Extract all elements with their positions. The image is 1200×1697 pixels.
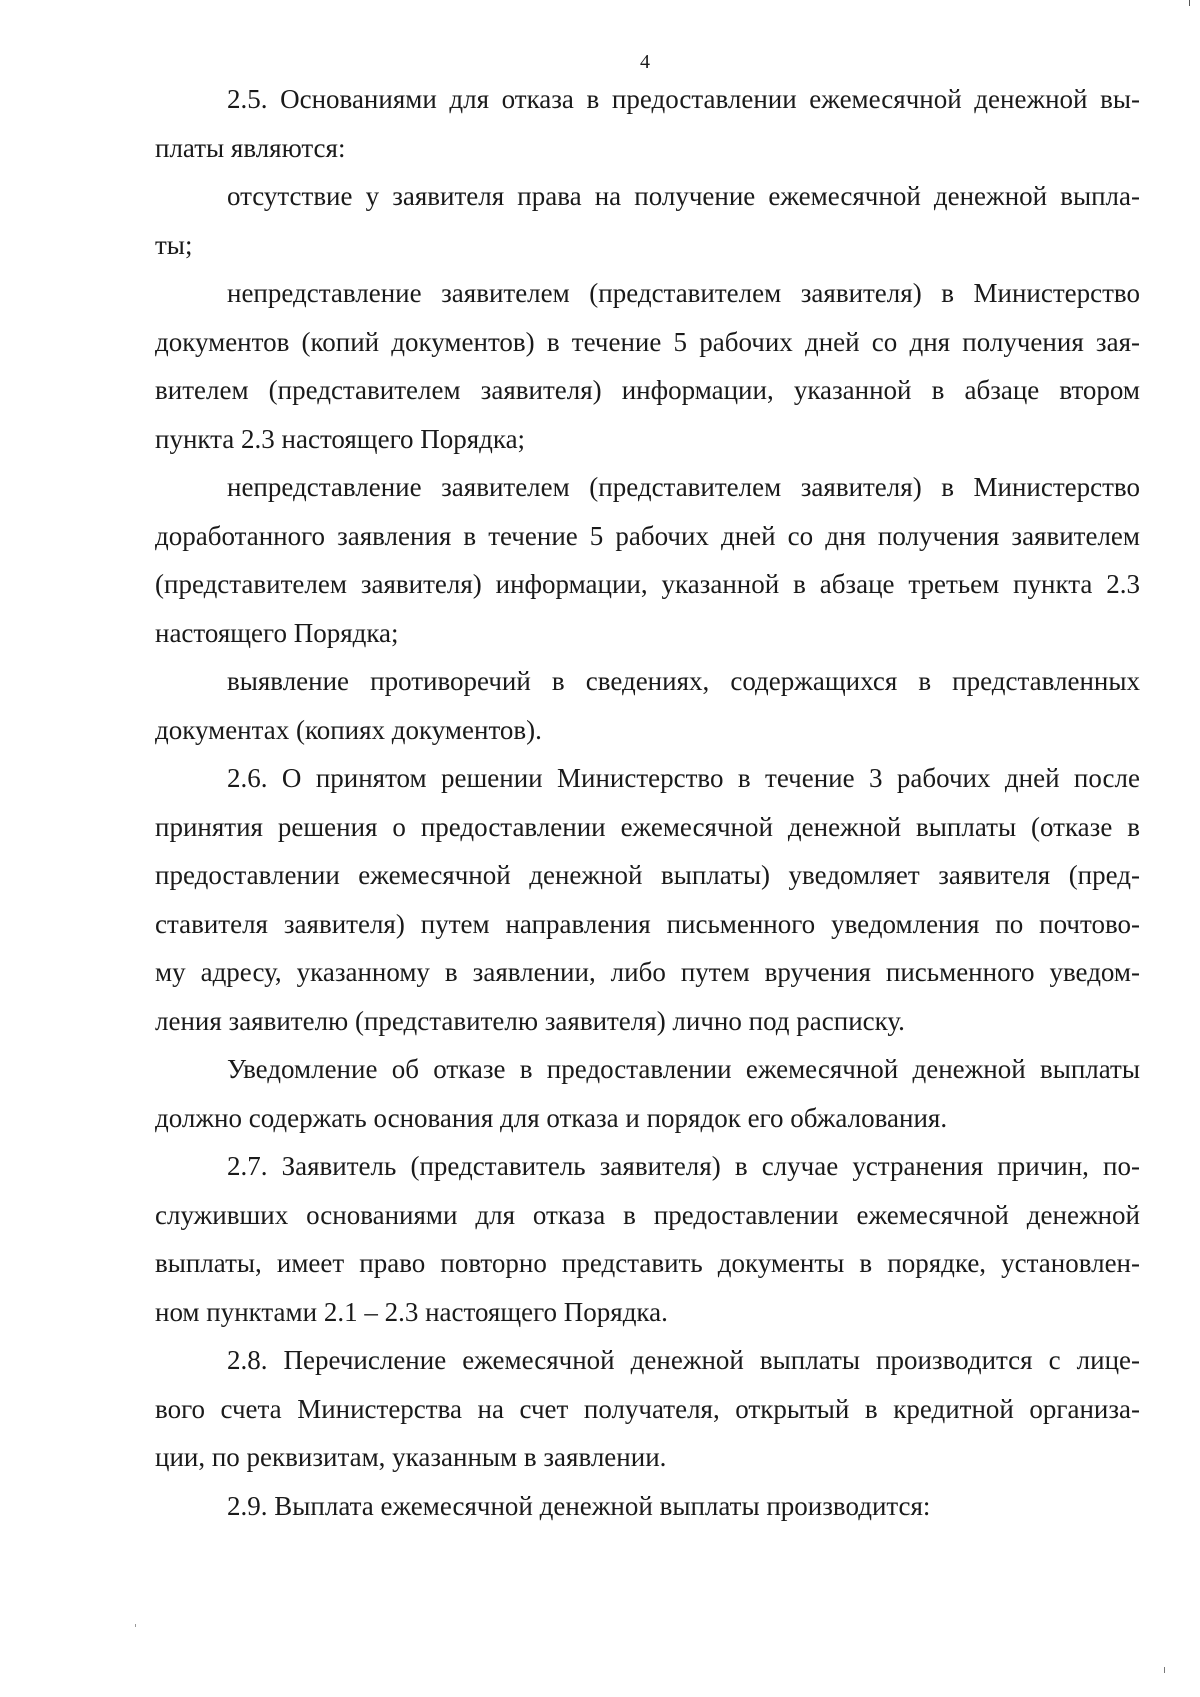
paragraph	[155, 269, 1140, 463]
text-line: документов (копий документов) в течение 5 рабочих дней со дня получения зая-	[155, 326, 1140, 357]
paragraph	[155, 172, 1140, 269]
paragraph	[155, 1482, 1140, 1531]
text-line: служивших основаниями для отказа в предоставлении ежемесячной денежной	[155, 1199, 1140, 1230]
text-line: непредставление заявителем (представителем заявителя) в Министерство	[227, 278, 1140, 308]
paragraph	[155, 1045, 1140, 1142]
text-line: принятия решения о предоставлении ежемесячной денежной выплаты (отказе в	[155, 811, 1140, 842]
text-line: ции, по реквизитам, указанным в заявлении.	[155, 1442, 667, 1472]
text-line: 2.7. Заявитель (представитель заявителя) в случае устранения причин, по-	[227, 1151, 1140, 1181]
paragraph	[155, 75, 1140, 172]
text-line: предоставлении ежемесячной денежной выплаты) уведомляет заявителя (пред-	[155, 860, 1140, 890]
text-line: настоящего Порядка;	[155, 617, 399, 648]
text-line: выплаты, имеет право повторно представить документы в порядке, установлен-	[155, 1248, 1140, 1278]
text-line: му адресу, указанному в заявлении, либо путем вручения письменного уведом-	[155, 957, 1140, 987]
text-line: платы являются:	[155, 132, 346, 163]
paragraph	[155, 1142, 1140, 1336]
scan-edge-mark	[1189, 0, 1190, 6]
text-line: вого счета Министерства на счет получателя, открытый в кредитной организа-	[155, 1393, 1140, 1424]
text-line: ты;	[155, 229, 193, 260]
scan-edge-mark-bottom	[1164, 1667, 1165, 1673]
text-line: выявление противоречий в сведениях, содержащихся в представленных	[227, 666, 1140, 696]
text-line: Уведомление об отказе в предоставлении ежемесячной денежной выплаты	[227, 1054, 1140, 1084]
text-line: пункта 2.3 настоящего Порядка;	[155, 423, 526, 454]
paragraph	[155, 657, 1140, 754]
paragraph	[155, 754, 1140, 1045]
text-line: ставителя заявителя) путем направления письменного уведомления по почтово-	[155, 908, 1140, 939]
page-number: 4	[640, 51, 650, 73]
paragraph	[155, 1336, 1140, 1482]
text-line: (представителем заявителя) информации, указанной в абзаце третьем пункта 2.3	[155, 569, 1140, 599]
text-line: 2.8. Перечисление ежемесячной денежной выплаты производится с лице-	[227, 1345, 1140, 1375]
text-line: 2.5. Основаниями для отказа в предоставлении ежемесячной денежной вы-	[227, 84, 1140, 114]
text-line: доработанного заявления в течение 5 рабочих дней со дня получения заявителем	[155, 520, 1140, 551]
scan-speck	[135, 1624, 136, 1627]
text-line: 2.9. Выплата ежемесячной денежной выплаты производится:	[227, 1490, 931, 1521]
text-line: ления заявителю (представителю заявителя) лично под расписку.	[155, 1005, 905, 1036]
text-line: непредставление заявителем (представителем заявителя) в Министерство	[227, 472, 1140, 502]
text-line: должно содержать основания для отказа и порядок его обжалования.	[155, 1102, 948, 1133]
text-line: вителем (представителем заявителя) информации, указанной в абзаце втором	[155, 375, 1140, 405]
text-line: ном пунктами 2.1 – 2.3 настоящего Порядка.	[155, 1296, 668, 1327]
text-line: отсутствие у заявителя права на получение ежемесячной денежной выпла-	[227, 181, 1140, 211]
paragraph	[155, 463, 1140, 657]
text-line: документах (копиях документов).	[155, 714, 542, 745]
text-line: 2.6. О принятом решении Министерство в течение 3 рабочих дней после	[227, 763, 1140, 793]
document-body	[155, 75, 1140, 1530]
